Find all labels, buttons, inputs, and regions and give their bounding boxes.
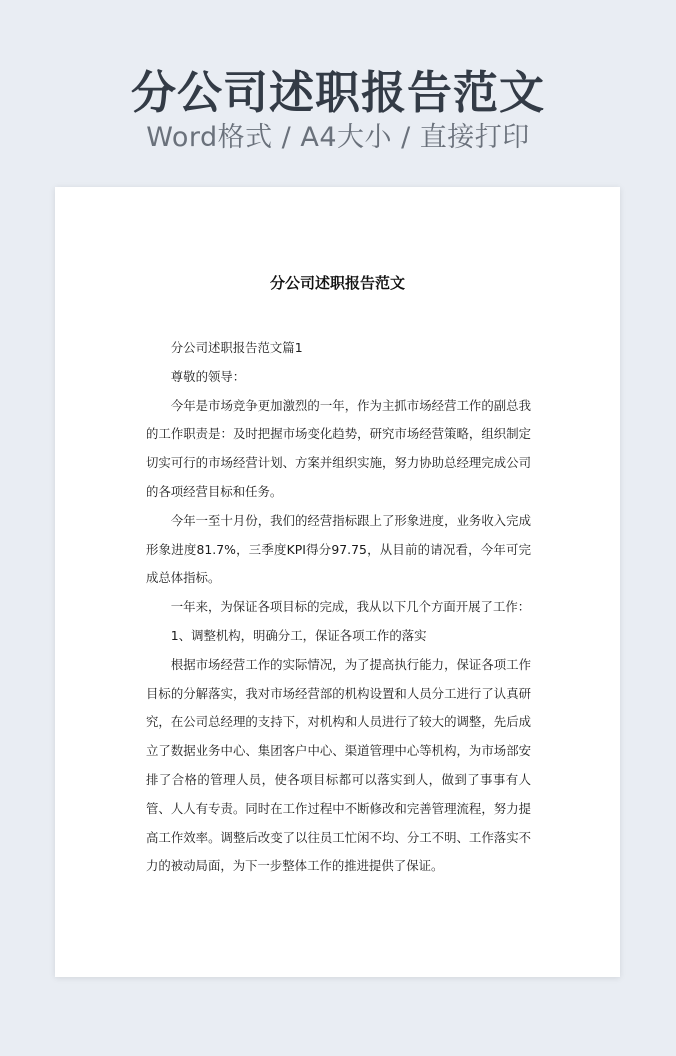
salutation: 尊敬的领导： [170,368,246,384]
document-page [55,187,620,977]
subsection-heading: 1、调整机构，明确分工，保证各项工作的落实 [170,627,427,643]
banner-title: 分公司述职报告范文 [130,66,545,119]
paragraph: 一年来，为保证各项目标的完成，我从以下几个方面开展了工作： [170,599,531,615]
paragraph: 今年是市场竞争更加激烈的一年，作为主抓市场经营工作的副总我的工作职责是：及时把握市场变化趋势，研究市场经营策略，组织制定切实可行的市场经营计划、方案并组织实施，努力协助总经理完成公司的各项经营目标和任务。 [146,397,531,499]
paragraph: 根据市场经营工作的实际情况，为了提高执行能力，保证各项工作目标的分解落实，我对市场经营部的机构设置和人员分工进行了认真研究，在公司总经理的支持下，对机构和人员进行了较大的调整，先后成立了数据业务中心、集团客户中心、渠道管理中心等机构，为市场部安排了合格的管理人员，使各项目标都可以落实到人，做到了事事有人管、人人有专责。同时在工作过程中不断修改和完善管理流程，努力提高工作效率。调整后改变了以往员工忙闲不均、分工不明、工作落实不力的被动局面，为下一步整体工作的推进提供了保证。 [146,656,531,874]
banner-subtitle: Word格式 / A4大小 / 直接打印 [146,122,530,153]
paragraph: 今年一至十月份，我们的经营指标跟上了形象进度，业务收入完成形象进度81.7%，三季度KPI得分97.75，从目前的请况看，今年可完成总体指标。 [146,512,531,586]
document-title: 分公司述职报告范文 [269,274,405,292]
section-heading: 分公司述职报告范文篇1 [170,340,303,355]
document-body [146,334,531,881]
